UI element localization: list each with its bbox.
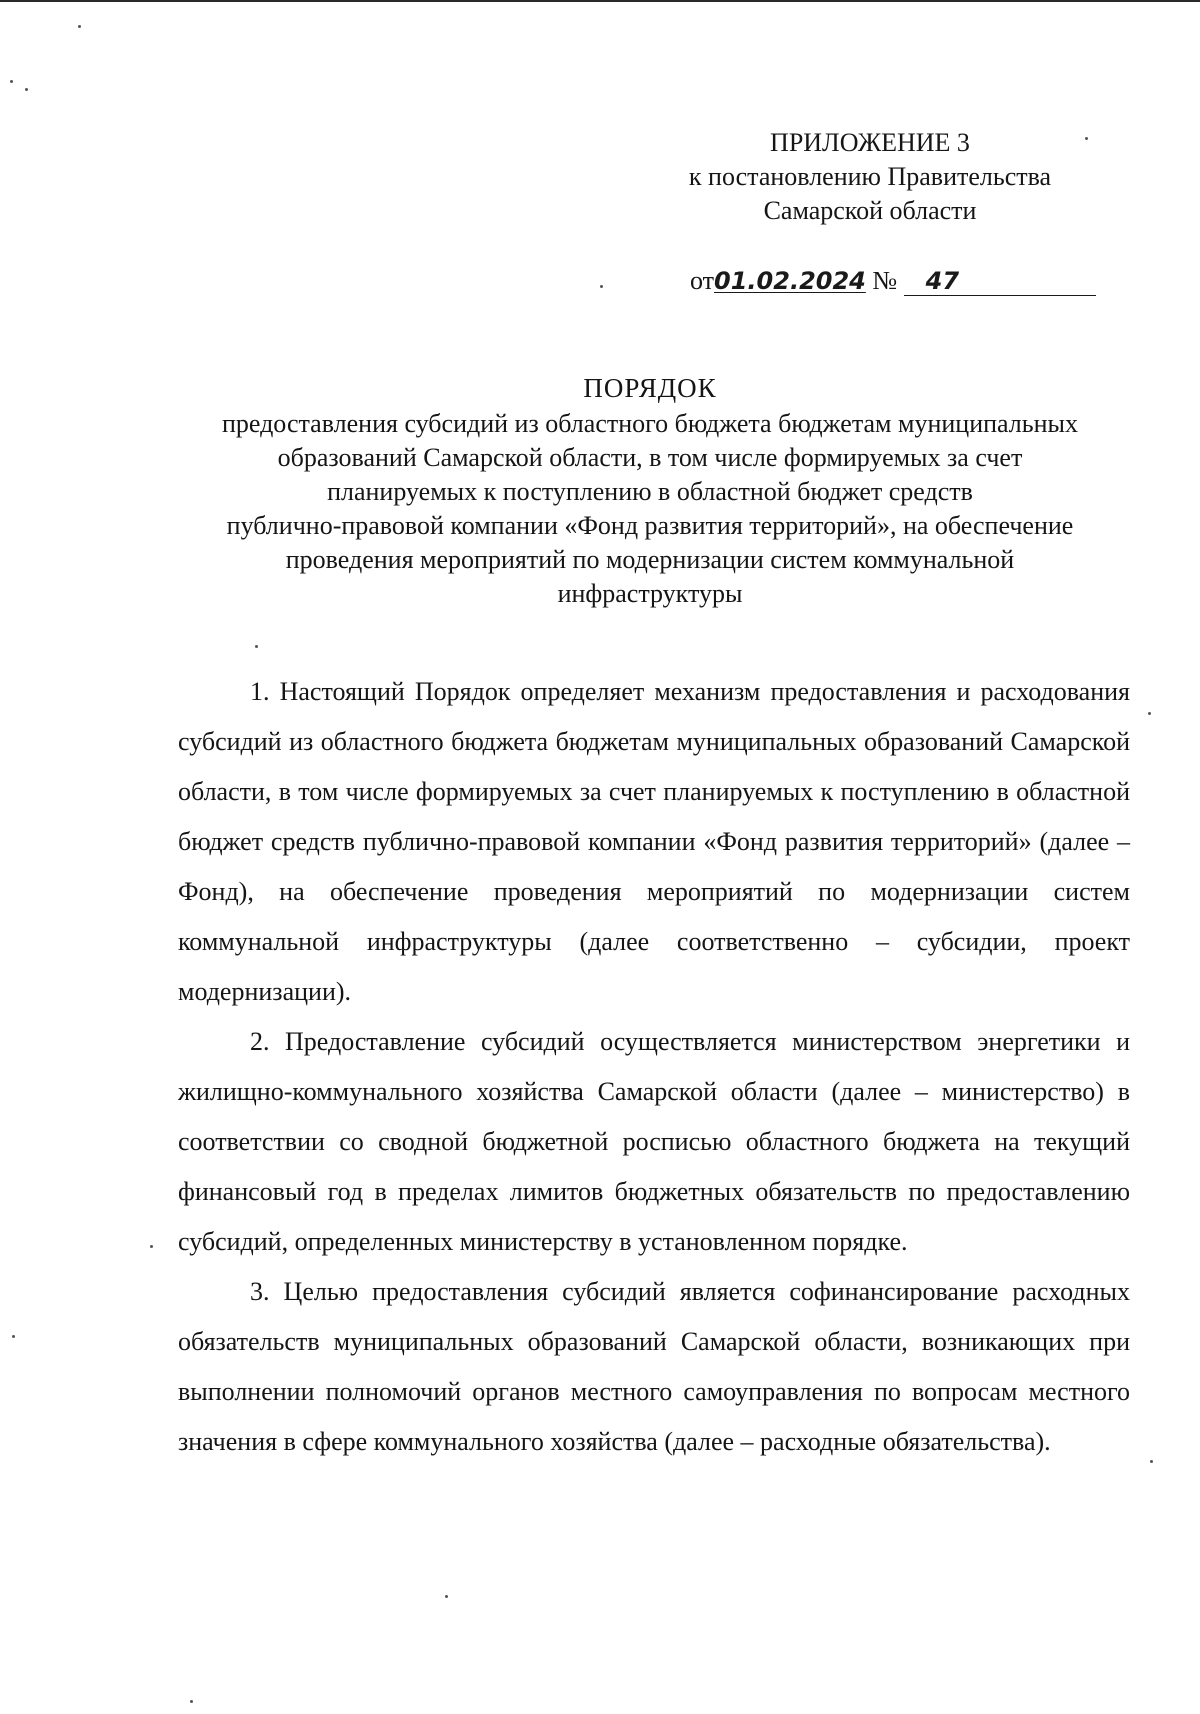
heading-line: предоставления субсидий из областного бюджета бюджетам муниципальных [221, 409, 1079, 438]
scan-speck [445, 1595, 448, 1598]
date-prefix: от [690, 266, 715, 295]
handwritten-number: 47 [925, 267, 960, 295]
heading-line: образований Самарской области, в том числе формируемых за счет [277, 443, 1023, 472]
scan-speck [1148, 712, 1151, 715]
appendix-title: ПРИЛОЖЕНИЕ 3 [770, 128, 970, 157]
scan-speck [1085, 137, 1088, 140]
heading-line: проведения мероприятий по модернизации систем коммунальной [285, 545, 1015, 574]
scan-speck [600, 285, 603, 288]
heading-line: публично-правовой компании «Фонд развития территорий», на обеспечение [226, 511, 1074, 540]
handwritten-date: 01.02.2024 [714, 267, 866, 295]
document-heading [170, 371, 1130, 611]
scan-speck [78, 25, 81, 28]
decree-date-number-line [690, 264, 1110, 298]
paragraph-3: 3. Целью предоставления субсидий является софинансирование расходных обязательств муниципальных образований Самарской области, возникающих при выполнении полномочий органов местного самоуправления по вопросам местного значения в сфере коммунального хозяйства (далее – расходные обязательства). [178, 1277, 1130, 1456]
number-blank [904, 267, 1096, 296]
scan-speck [12, 1335, 15, 1338]
document-body [178, 667, 1130, 1467]
paragraph-1: 1. Настоящий Порядок определяет механизм предоставления и расходования субсидий из областного бюджета бюджетам муниципальных образований Самарской области, в том числе формируемых за счет планируемых к поступлению в областной бюджет средств публично-правовой компании «Фонд развития территорий» (далее – Фонд), на обеспечение проведения мероприятий по модернизации систем коммунальной инфраструктуры (далее соответственно – субсидии, проект модернизации). [178, 677, 1130, 1006]
paragraph-2: 2. Предоставление субсидий осуществляется министерством энергетики и жилищно-коммунального хозяйства Самарской области (далее – министерство) в соответствии со сводной бюджетной росписью областного бюджета на текущий финансовый год в пределах лимитов бюджетных обязательств по предоставлению субсидий, определенных министерству в установленном порядке. [178, 1027, 1130, 1256]
heading-line: планируемых к поступлению в областной бюджет средств [327, 477, 973, 506]
scan-speck [255, 645, 258, 648]
appendix-block [600, 126, 1140, 228]
scan-speck [190, 1700, 193, 1703]
scan-speck [150, 1245, 153, 1248]
scan-speck [25, 88, 28, 91]
appendix-decree-reference: к постановлению Правительства [688, 162, 1052, 191]
scan-speck [1150, 1460, 1153, 1463]
heading-title: ПОРЯДОК [583, 373, 717, 403]
appendix-region: Самарской области [763, 196, 977, 225]
top-scan-edge-line [0, 0, 1200, 2]
heading-line: инфраструктуры [557, 579, 743, 608]
number-sign: № [872, 266, 898, 295]
scan-speck [10, 80, 13, 83]
